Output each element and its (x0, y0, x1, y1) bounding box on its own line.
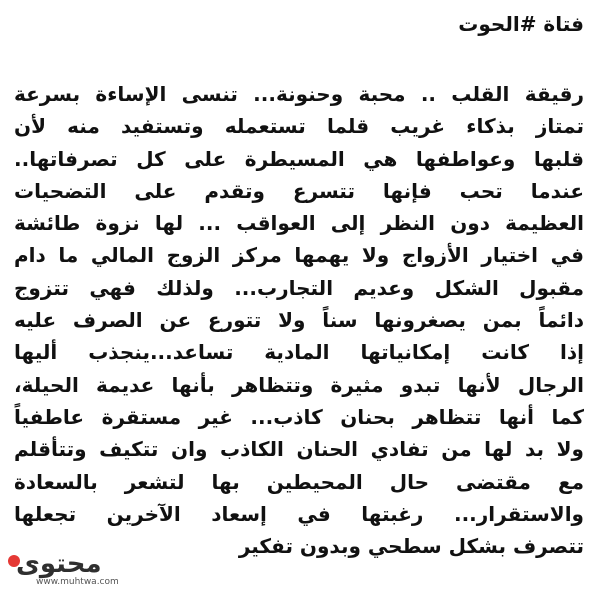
logo-brand: محتوى (16, 549, 102, 579)
text-line: كما أنها تتظاهر بحنان كاذب... غير مستقرة عاطفياً (14, 404, 584, 429)
text-line: الرجال لأنها تبدو مثيرة وتتظاهر بأنها عديمة الحيلة، (14, 372, 584, 397)
text-line: قلبها وعواطفها هي المسيطرة على كل تصرفاتها.. (14, 146, 584, 171)
text-line: تتصرف بشكل سطحي وبدون تفكير (238, 534, 584, 559)
text-line: ولا بد لها من تفادي الحنان الكاذب وان تتكيف وتتأقلم (14, 437, 584, 462)
text-line: تمتاز بذكاء غريب قلما تستعمله وتستفيد منه لأن (14, 114, 584, 139)
text-line: مقبول الشكل وعديم التجارب... ولذلك فهي تتزوج (14, 275, 584, 300)
text-line: مع مقتضى حال المحيطين بها لتشعر بالسعادة (14, 469, 584, 494)
text-line: في اختيار الأزواج ولا يهمها مركز الزوج المالي ما دام (14, 243, 584, 268)
text-line: دائماً بمن يصغرونها سناً ولا تتورع عن الصرف عليه (14, 308, 584, 333)
page-title: فتاة #الحوت (458, 12, 584, 36)
text-line: العظيمة دون النظر إلى العواقب ... لها نزوة طائشة (14, 211, 584, 236)
watermark-logo (6, 549, 119, 591)
text-line: إذا كانت إمكانياتها المادية تساعد...ينجذب أليها (14, 340, 584, 365)
logo-url: www.muhtwa.com (36, 577, 119, 587)
text-line: رقيقة القلب .. محبة وحنونة... تنسى الإساءة بسرعة (14, 82, 584, 106)
text-line: عندما تحب فإنها تتسرع وتقدم على التضحيات (14, 178, 584, 203)
body-text (14, 78, 584, 562)
text-line: والاستقرار... رغبتها في إسعاد الآخرين تجعلها (14, 501, 584, 526)
